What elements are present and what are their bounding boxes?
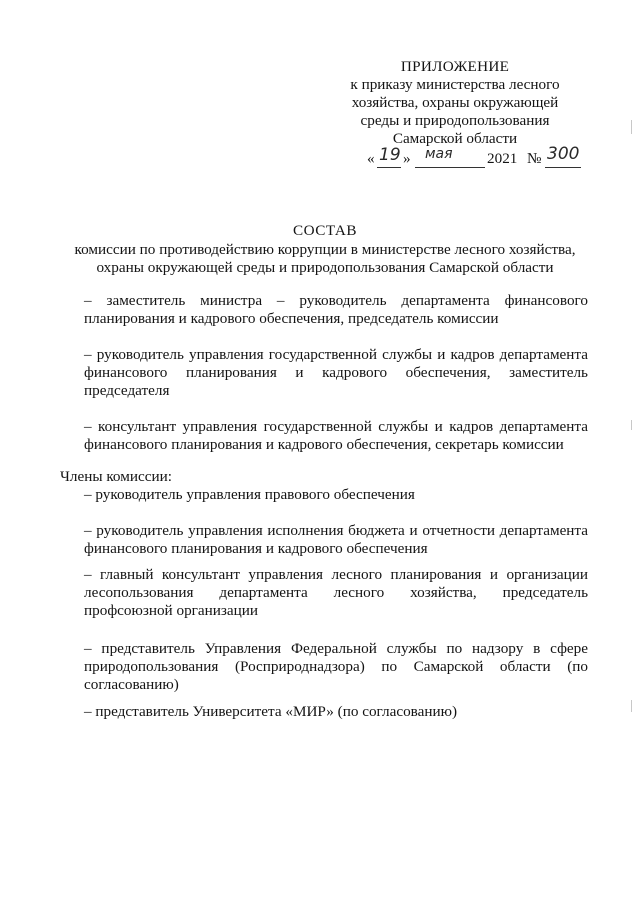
appendix-block <box>335 58 575 148</box>
scan-edge-mark <box>631 420 632 430</box>
members-heading: Члены комиссии: <box>60 468 172 485</box>
scan-edge-mark <box>631 120 632 134</box>
month-underline <box>415 167 485 168</box>
handwritten-number: 300 <box>547 144 580 164</box>
secretary-paragraph: – консультант управления государственной службы и кадров департамента финансового планирования и кадрового обеспечения, секретарь комиссии <box>84 418 588 453</box>
member-item: – руководитель управления правового обеспечения <box>84 486 415 503</box>
chair-paragraph: – заместитель министра – руководитель департамента финансового планирования и кадрового обеспечения, председатель комиссии <box>84 292 588 327</box>
document-subheading: комиссии по противодействию коррупции в министерстве лесного хозяйства, охраны окружающей среды и природопользования Самарской области <box>74 241 576 276</box>
appendix-line: Самарской области <box>392 130 518 147</box>
member-item: – главный консультант управления лесного планирования и организации лесопользования департамента лесного хозяйства, председатель профсоюзной организации <box>84 566 588 619</box>
appendix-line: хозяйства, охраны окружающей <box>351 94 559 111</box>
member-item: – представитель Управления Федеральной службы по надзору в сфере природопользования (Росприроднадзора) по Самарской области (по согласованию) <box>84 640 588 693</box>
appendix-line: среды и природопользования <box>360 112 550 129</box>
deputy-chair-paragraph: – руководитель управления государственной службы и кадров департамента финансового планирования и кадрового обеспечения, заместитель председателя <box>84 346 588 399</box>
member-item: – руководитель управления исполнения бюджета и отчетности департамента финансового планирования и кадрового обеспечения <box>84 522 588 557</box>
appendix-title: ПРИЛОЖЕНИЕ <box>400 58 510 75</box>
document-heading: СОСТАВ <box>292 222 358 239</box>
scan-edge-mark <box>631 700 632 712</box>
day-underline <box>377 167 401 168</box>
order-date-number <box>367 144 587 171</box>
handwritten-day: 19 <box>379 145 401 165</box>
number-sign: № <box>527 150 542 167</box>
order-year: 2021 <box>487 150 518 167</box>
quote-open: « <box>367 150 375 167</box>
handwritten-month: мая <box>425 146 453 162</box>
member-item: – представитель Университета «МИР» (по согласованию) <box>84 703 458 720</box>
number-underline <box>545 167 581 168</box>
appendix-line: к приказу министерства лесного <box>350 76 560 93</box>
quote-close: » <box>403 150 411 167</box>
